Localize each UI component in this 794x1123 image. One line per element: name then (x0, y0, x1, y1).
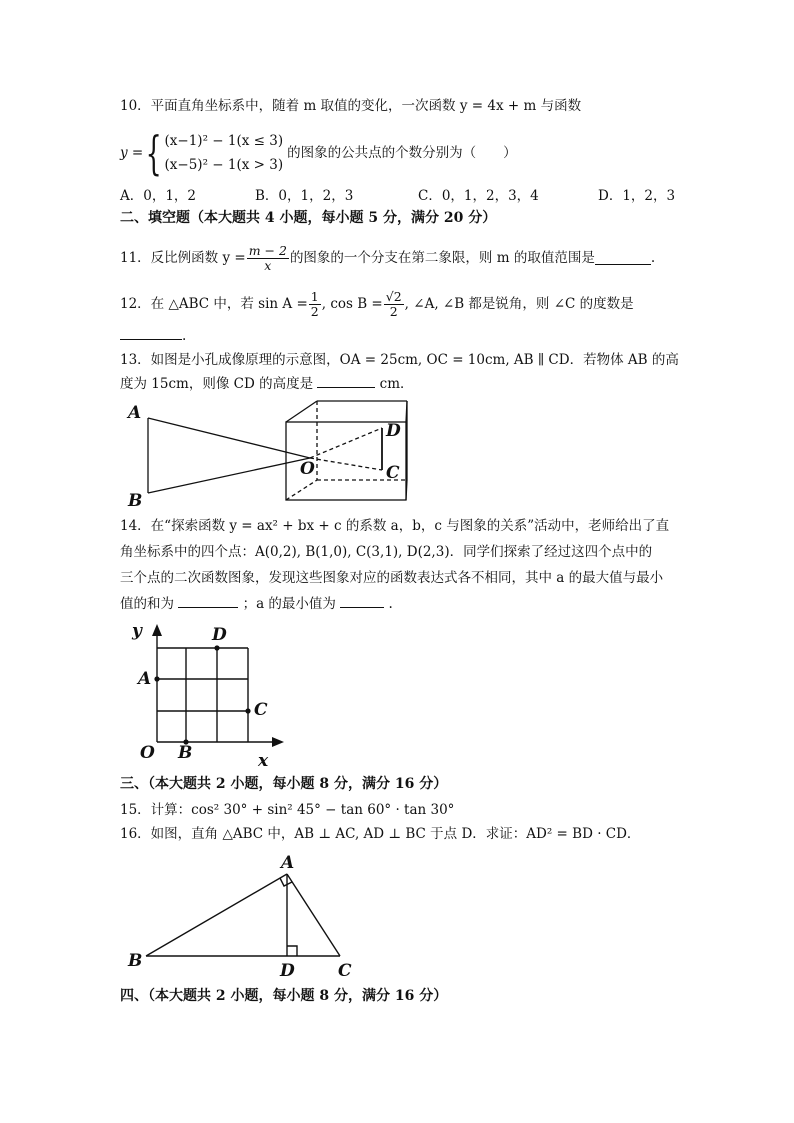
q14-answer-blank-2[interactable] (340, 594, 384, 608)
q14-label-o: O (140, 743, 155, 763)
q11-answer-blank[interactable] (595, 251, 651, 265)
q14-label-b: B (178, 743, 193, 763)
q16-text: 16．如图，直角 △ABC 中，AB ⊥ AC, AD ⊥ BC 于点 D．求证：AD² = BD · CD． (120, 826, 641, 842)
q14-line1: 14．在“探索函数 y = ax² + bx + c 的系数 a，b，c 与图象的关系”活动中，老师给出了直 (120, 518, 670, 534)
q13-label-a: A (128, 403, 142, 423)
q12-pre: 12．在 △ABC 中，若 sin A = (120, 296, 308, 312)
y-axis-arrow (152, 624, 162, 636)
q13-line2-pre: 度为 15cm，则像 CD 的高度是 (120, 376, 314, 392)
q12-f2-den: 2 (389, 303, 398, 319)
q10-y-eq: y = (120, 145, 144, 161)
q14-label-y: y (132, 621, 142, 641)
section4-heading: 四、（本大题共 2 小题，每小题 8 分，满分 16 分） (120, 988, 448, 1004)
box-hidden-depth (286, 480, 317, 500)
q10-piece2: (x−5)² − 1(x > 3) (164, 157, 284, 173)
q11-fraction (247, 244, 289, 273)
q13-label-o: O (300, 459, 315, 479)
q10-piecewise (120, 128, 680, 178)
q14-line4 (120, 594, 680, 614)
point-c (245, 708, 250, 713)
right-triangle-diagram (120, 848, 360, 980)
pinhole-diagram (120, 398, 420, 510)
q14-answer-blank-1[interactable] (178, 594, 238, 608)
q13-label-d: D (386, 421, 401, 441)
q11-num: m − 2 (248, 242, 287, 258)
q14-label-x: x (258, 751, 269, 771)
q16-label-a: A (281, 853, 295, 873)
q12-f2-num: √2 (385, 288, 402, 304)
q10-option-c[interactable]: C．0，1，2，3，4 (418, 188, 539, 204)
segment-ac (287, 874, 340, 956)
q12-answer-line (120, 326, 680, 346)
q10-line1: 10．平面直角坐标系中，随着 m 取值的变化，一次函数 y = 4x + m 与函数 (120, 98, 582, 114)
q13-label-b: B (128, 491, 143, 510)
box-edge-tl (286, 401, 317, 422)
q10-option-b[interactable]: B．0，1，2，3 (255, 188, 354, 204)
q10-pieces (165, 129, 284, 177)
ray-od-dashed (310, 428, 382, 458)
section2-heading: 二、填空题（本大题共 4 小题，每小题 5 分，满分 20 分） (120, 210, 497, 226)
q10-piece1: (x−1)² − 1(x ≤ 3) (164, 133, 284, 149)
point-a (154, 676, 159, 681)
q12 (120, 284, 680, 324)
q12-fraction1 (309, 290, 321, 319)
q14-line4-mid: ；a 的最小值为 (242, 596, 336, 612)
q12-f1-den: 2 (310, 303, 319, 319)
q12-mid: , cos B = (321, 296, 383, 312)
q14-line2: 角坐标系中的四个点：A(0,2), B(1,0), C(3,1), D(2,3)．同学们探索了经过这四个点中的 (120, 544, 653, 560)
q13-line2-post: cm． (379, 376, 414, 392)
q14-line3: 三个点的二次函数图象，发现这些图象对应的函数表达式各不相同，其中 a 的最大值与最小 (120, 570, 664, 586)
q14-line4-pre: 值的和为 (120, 596, 174, 612)
coordinate-grid-diagram (120, 616, 290, 772)
q14-label-d: D (212, 625, 227, 645)
q16-label-b: B (128, 951, 143, 971)
q12-f1-num: 1 (310, 288, 319, 304)
q13-answer-blank[interactable] (317, 374, 375, 388)
segment-ab (146, 874, 287, 956)
q11-pre: 11．反比例函数 y = (120, 250, 246, 266)
q12-answer-blank[interactable] (120, 326, 182, 340)
q11 (120, 240, 680, 276)
ray-oc-dashed (310, 458, 382, 470)
q11-post: 的图象的一个分支在第二象限，则 m 的取值范围是 (289, 250, 595, 266)
q13-label-c: C (386, 463, 400, 483)
q16-label-c: C (338, 961, 352, 980)
point-d (214, 645, 219, 650)
q14-label-c: C (254, 700, 268, 720)
q10-tail: 的图象的公共点的个数分别为（ ） (287, 145, 517, 161)
q13-line2 (120, 374, 680, 394)
q11-den: x (264, 257, 272, 273)
q12-post: , ∠A, ∠B 都是锐角，则 ∠C 的度数是 (404, 296, 634, 312)
section3-heading: 三、（本大题共 2 小题，每小题 8 分，满分 16 分） (120, 776, 448, 792)
q16-label-d: D (280, 961, 295, 980)
q10-option-d[interactable]: D．1，2，3 (598, 188, 676, 204)
q10-brace: { (145, 126, 162, 180)
q13-line1: 13．如图是小孔成像原理的示意图，OA = 25cm, OC = 10cm, AB ∥ CD．若物体 AB 的高 (120, 352, 679, 368)
q11-end: . (650, 250, 656, 266)
q12-end: . (182, 328, 187, 344)
q14-label-a: A (138, 669, 152, 689)
q12-fraction2 (384, 290, 404, 319)
q14-line4-end: . (388, 596, 393, 612)
x-axis-arrow (272, 737, 284, 747)
right-angle-mark-d (287, 946, 297, 956)
q10-option-a[interactable]: A．0，1，2 (120, 188, 197, 204)
q15: 15．计算：cos² 30° + sin² 45° − tan 60° · tan 30° (120, 802, 455, 818)
